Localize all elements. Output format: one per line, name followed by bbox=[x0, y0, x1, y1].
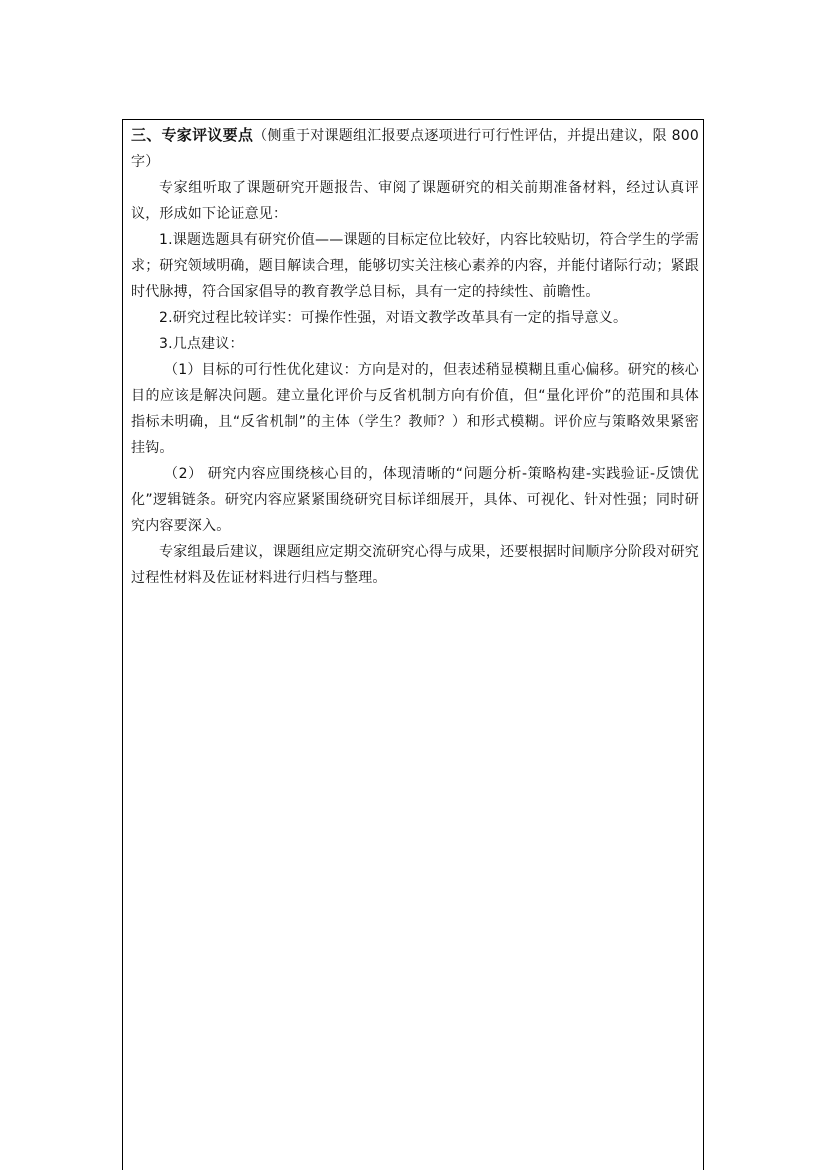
expert-review-section bbox=[131, 122, 699, 591]
final-suggestion-paragraph: 专家组最后建议，课题组应定期交流研究心得与成果，还要根据时间顺序分阶段对研究过程性材料及佐证材料进行归档与整理。 bbox=[131, 544, 699, 586]
intro-paragraph: 专家组听取了课题研究开题报告、审阅了课题研究的相关前期准备材料，经过认真评议，形成如下论证意见： bbox=[131, 180, 699, 222]
suggestion-2-paragraph: （2） 研究内容应围绕核心目的，体现清晰的“问题分析-策略构建-实践验证-反馈优化”逻辑链条。研究内容应紧紧围绕研究目标详细展开，具体、可视化、针对性强；同时研究内容要深入。 bbox=[131, 466, 699, 534]
suggestions-heading: 3.几点建议： bbox=[159, 336, 244, 352]
suggestion-1-paragraph: （1）目标的可行性优化建议：方向是对的，但表述稍显模糊且重心偏移。研究的核心目的应该是解决问题。建立量化评价与反省机制方向有价值，但“量化评价”的范围和具体指标未明确，且“反省机制”的主体（学生？教师？）和形式模糊。评价应与策略效果紧密挂钩。 bbox=[131, 362, 699, 456]
opinion-1-paragraph: 1.课题选题具有研究价值——课题的目标定位比较好，内容比较贴切，符合学生的学需求；研究领域明确，题目解读合理，能够切实关注核心素养的内容，并能付诸际行动；紧跟时代脉搏，符合国家倡导的教育教学总目标，具有一定的持续性、前瞻性。 bbox=[131, 232, 699, 300]
section-note: （侧重于对课题组汇报要点逐项进行可行性评估，并提出建议，限 800字） bbox=[131, 128, 699, 170]
opinion-2-paragraph: 2.研究过程比较详实：可操作性强，对语文教学改革具有一定的指导意义。 bbox=[159, 310, 628, 326]
section-heading bbox=[131, 122, 699, 175]
section-title: 三、专家评议要点 bbox=[131, 126, 254, 144]
